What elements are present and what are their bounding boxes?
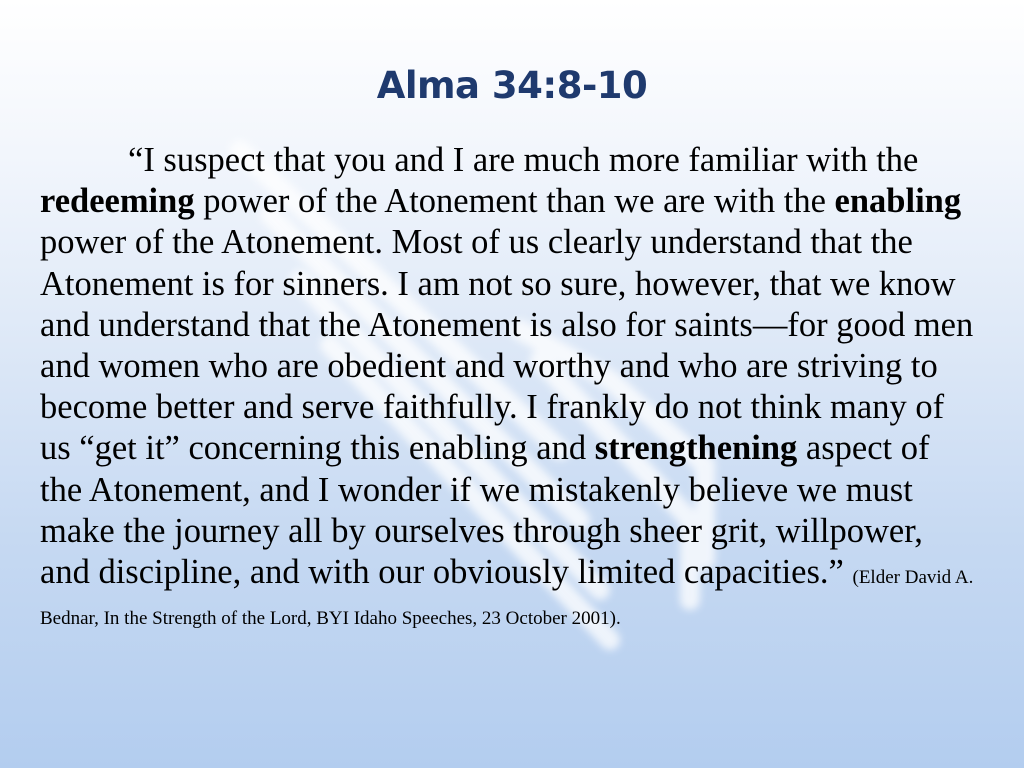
quote-text-1: “I suspect that you and I are much more familiar with the (128, 141, 919, 179)
emphasis-enabling: enabling (834, 182, 962, 221)
citation: (Elder David A. Bednar, In the Strength of the Lord, BYI Idaho Speeches, 23 October 2001). (40, 567, 974, 630)
quote-text-4: aspect of the Atonement, and I wonder if we mistakenly believe we must make the journey all by ourselves through sheer grit, willpower, and discipline, and with our obviously limited capacities.” (40, 429, 930, 592)
quote-text-3: power of the Atonement. Most of us clearly understand that the Atonement is for sinners. I am not so sure, however, that we know and understand that the Atonement is also for saints—for good men and women who are obedient and worthy and who are striving to become better and serve faithfully. I frankly do not think many of us “get it” concerning this enabling and (40, 223, 974, 468)
emphasis-strengthening: strengthening (594, 429, 798, 468)
quote-paragraph (40, 140, 980, 634)
emphasis-redeeming: redeeming (40, 182, 195, 221)
quote-text-2: power of the Atonement than we are with the (194, 182, 835, 221)
slide-title: Alma 34:8-10 (376, 64, 648, 107)
